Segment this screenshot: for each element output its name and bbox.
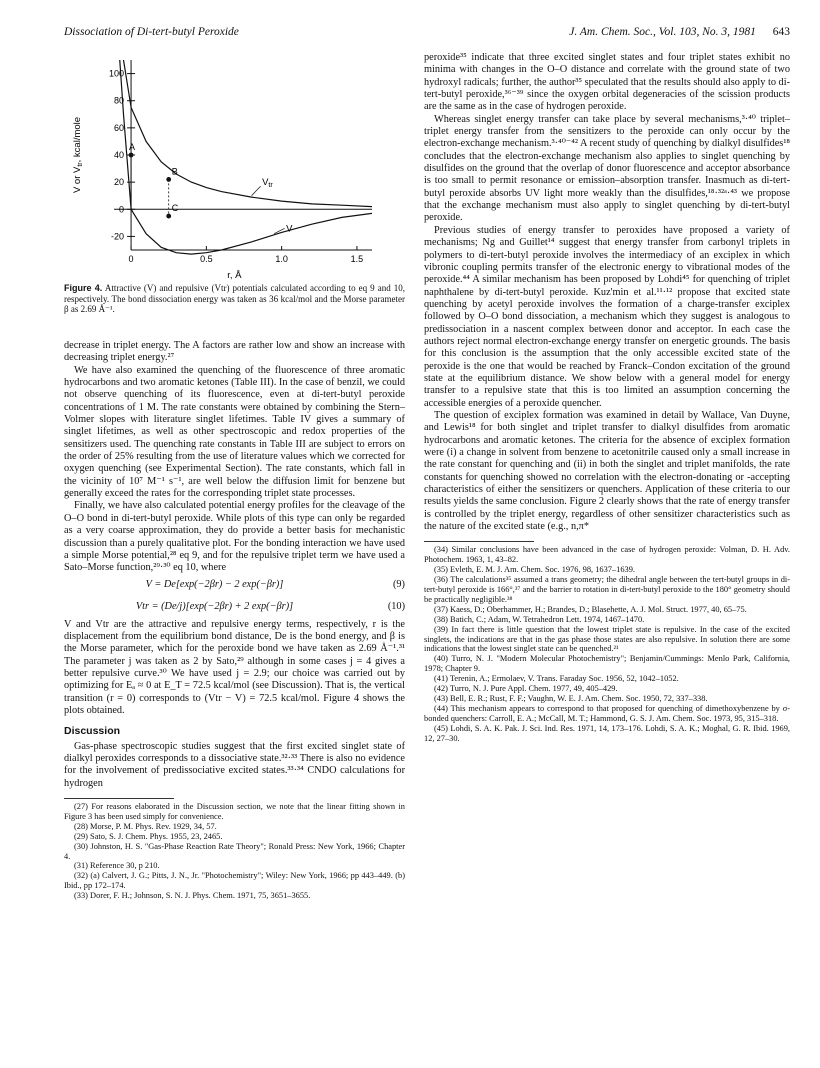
paragraph: Whereas singlet energy transfer can take place by several mechanisms,³·⁴⁰ triplet–triplet energy transfer from the sensitizers to the peroxide can only occur by the electron-exchange mechanism.³·⁴⁰⁻⁴² A recent study of quenching by dialkyl disulfides¹⁸ concludes that the electron-exchange mechanism also applies to singlet quenching by disulfides on the ground that the overlap of donor fluorescence and acceptor absorbance is too small to permit resonance or emission–absorption transfer. Inasmuch as di-tert-butyl peroxide absorbs UV light more weakly than the disulfides,¹⁸·³²ᵃ·⁴³ we propose that the exchange mechanism must also apply to singlet quenching by di-tert-butyl peroxide.: [424, 113, 790, 224]
footnotes: [424, 545, 790, 743]
footnote: (30) Johnston, H. S. "Gas-Phase Reaction Rate Theory"; Ronald Press: New York, 1966; Chapter 4.: [64, 841, 405, 861]
footnote: (34) Similar conclusions have been advanced in the case of hydrogen peroxide: Volman, D. H. Adv. Photochem. 1963, 1, 43–82.: [424, 545, 790, 565]
y-tick-label: 0: [119, 204, 125, 215]
x-tick-label: 0: [128, 254, 134, 264]
footnote-rule: [424, 541, 534, 542]
equation-number: (9): [392, 578, 405, 590]
page-number: 643: [772, 26, 790, 38]
y-tick-label: -20: [111, 231, 125, 242]
point-B: [166, 177, 171, 182]
footnote-rule: [64, 798, 174, 799]
footnote: (38) Batich, C.; Adam, W. Tetrahedron Lett. 1974, 1467–1470.: [434, 614, 645, 624]
footnote: (29) Sato, S. J. Chem. Phys. 1955, 23, 2465.: [74, 831, 223, 841]
paragraph: Previous studies of energy transfer to peroxides have proposed a variety of mechanisms; Ng and Guillet¹⁴ suggest that energy transfer from carbonyl triplets in polymers to di-tert-butyl peroxide involves the intermediacy of an exciplex in which vibronic coupling permits transfer of the electronic energy to vibrational modes of the peroxide.⁴⁴ A similar mechanism has been proposed by Lohdi⁴⁵ for quenching of triplet naphthalene by di-tert-butyl peroxide. Kuz'min et al.¹¹·¹² propose that excited state quenching by acetyl peroxide involves the formation of a charge-transfer exciplex followed by O–O bond dissociation, a mechanism which they suggest is analogous to predissociation in a nascent complex between donor and acceptor. In each case the authors reject normal electron-exchange energy transfer on energetic grounds. The basis for this conclusion is the assumption that the only accessible excited state of the peroxide is the one that would be reached by Franck–Condon excitation of the ground state at the equilibrium distance. We show below with a general model for energy transfer to a repulsive state that this is too limited an assumption concerning the accessible energies of a peroxide quencher.: [424, 224, 790, 409]
series-label-Vtr: $V_{tr}$: [262, 176, 273, 189]
right-column: [424, 52, 790, 744]
point-label-A: A: [129, 142, 136, 152]
footnote: (42) Turro, N. J. Pure Appl. Chem. 1977, 49, 405–429.: [434, 684, 618, 694]
footnote: (27) For reasons elaborated in the Discussion section, we note that the linear fitting shown in Figure 3 has been used simply for convenience.: [64, 802, 405, 821]
equation-text: V = De[exp(−2βr) − 2 exp(−βr)]: [145, 578, 284, 590]
footnote: (28) Morse, P. M. Phys. Rev. 1929, 34, 57.: [74, 821, 217, 831]
y-tick-label: 40: [114, 150, 125, 160]
footnote: (45) Lohdi, S. A. K. Pak. J. Sci. Ind. Res. 1971, 14, 173–176. Lohdi, S. A. K.; Moghal, G. R. Ibid. 1969, 12, 27–30.: [424, 723, 790, 743]
footnote: (40) Turro, N. J. "Modern Molecular Photochemistry"; Benjamin/Cummings: Menlo Park, California, 1978; Chapter 9.: [424, 654, 790, 674]
y-tick-label: 80: [114, 95, 125, 106]
footnote: (31) Reference 30, p 210.: [74, 861, 160, 871]
point-C: [166, 214, 171, 219]
left-column: [64, 340, 405, 901]
footnote: (41) Terenin, A.; Ermolaev, V. Trans. Faraday Soc. 1956, 52, 1042–1052.: [434, 674, 679, 684]
footnote: (32) (a) Calvert, J. G.; Pitts, J. N., Jr. "Photochemistry"; Wiley: New York, 1966; pp 443–449. (b) Ibid., pp 172–174.: [64, 871, 405, 891]
x-tick-label: 1.0: [275, 254, 288, 264]
running-title: Dissociation of Di-tert-butyl Peroxide: [64, 26, 239, 38]
chart-axes: [72, 60, 372, 281]
point-label-C: C: [171, 203, 179, 214]
y-tick-label: 20: [114, 177, 125, 188]
y-axis-label: V or $V_{tr}$, kcal/mole: [72, 116, 84, 194]
figure-4: [64, 52, 405, 302]
caption-text: Attractive (V) and repulsive (Vtr) potentials calculated according to eq 9 and 10, respectively. The bond dissociation energy was taken as 36 kcal/mol and the Morse parameter β as 2.69 Å⁻¹.: [64, 283, 405, 315]
footnote: (39) In fact there is little question that the lowest triplet state is repulsive. In the case of the excited singlets, the indications are that in the gas phase those states are also repulsive. In solution there are some indications that the lowest singlet state can be quenched.²¹: [424, 624, 790, 654]
leader-Vtr: [252, 186, 261, 196]
point-label-B: B: [171, 166, 178, 177]
x-axis-label: r, Å: [227, 270, 242, 281]
y-tick-label: 60: [114, 122, 125, 133]
footnote: (43) Bell, E. R.; Rust, F. F.; Vaughn, W. E. J. Am. Chem. Soc. 1950, 72, 337–338.: [434, 694, 708, 703]
x-tick-label: 0.5: [200, 254, 213, 264]
equation-9: [64, 575, 405, 597]
figure-caption: [64, 283, 405, 315]
paragraph: Finally, we have also calculated potential energy profiles for the cleavage of the O–O bond in di-tert-butyl peroxide. While plots of this type can only be regarded as a very coarse approximation, they do provide a better basis for mechanistic discussion than a purely qualitative plot. For the bonding interaction we have used a simple Morse potential,²⁸ eq 9, and for the repulsive triplet term we have used a Sato–Morse function,²⁹·³⁰ eq 10, where: [64, 500, 405, 574]
paragraph: Gas-phase spectroscopic studies suggest that the first excited singlet state of dialkyl peroxides corresponds to a dissociative state.³²·³³ There is also no evidence for the involvement of predissociative excited states.³³·³⁴ CNDO calculations for hydrogen: [64, 740, 405, 789]
footnote: (37) Kaess, D.; Oberhammer, H.; Brandes, D.; Blasehette, A. J. Mol. Struct. 1977, 40, 65–75.: [434, 604, 747, 614]
equation-10: [64, 597, 405, 619]
curve-Vtr: [116, 52, 372, 207]
chart-curves: [116, 52, 372, 254]
y-tick-label: 100: [109, 68, 125, 79]
footnote: (33) Dorer, F. H.; Johnson, S. N. J. Phys. Chem. 1971, 75, 3651–3655.: [74, 891, 311, 901]
journal-citation: [569, 26, 790, 38]
footnote: (44) This mechanism appears to correspond to that proposed for quenching of dimethoxybenzene by σ-bonded quenchers: Carroll, E. A.; McCall, M. T.; Hammond, G. S. J. Am. Chem. Soc. 1973, 95, 315–318.: [424, 703, 790, 723]
paragraph: V and Vtr are the attractive and repulsive energy terms, respectively, r is the displacement from the equilibrium bond distance, De is the bond energy, and β is the Morse parameter, which for the peroxide bond we have taken as 2.69 Å⁻¹.³¹ The parameter j was taken as 2 by Sato,²⁹ although in some cases j = 4 gives a better repulsive curve.³⁰ We have used j = 2.9; our choice was carried out by optimizing for Eₐ ≈ 0 at E_T = 72.5 kcal/mol (see Discussion). That is, the vertical transition (r = 0) corresponds to (Vtr − V) = 72.5 kcal/mol. Figure 4 shows the plots obtained.: [64, 618, 405, 716]
journal-name: J. Am. Chem. Soc., Vol. 103, No. 3, 1981: [569, 26, 756, 38]
potential-energy-chart: [64, 52, 405, 282]
caption-label: Figure 4.: [64, 283, 103, 293]
paragraph: decrease in triplet energy. The A factors are rather low and show an increase with decreasing triplet energy.²⁷: [64, 340, 405, 364]
equation-text: Vtr = (De/j)[exp(−2βr) + 2 exp(−βr)]: [135, 600, 294, 612]
point-A: [129, 153, 134, 158]
footnotes: [64, 802, 405, 901]
paragraph: We have also examined the quenching of the fluorescence of three aromatic hydrocarbons and two aromatic ketones (Table III). In the case of benzil, we could not observe quenching of its fluorescence, even at di-tert-butyl peroxide concentrations of 1 M. The rate constants were obtained by combining the Stern–Volmer slopes with literature singlet lifetimes. Table IV gives a summary of singlet lifetimes, as well as other spectroscopic and redox properties of the sensitizers used. The quenching rate constants in Table III are subject to errors on the order of 25% resulting from the use of literature values which we corrected for oxygen quenching (see Experimental Section). The rate constants, which fall in the vicinity of 10⁷ M⁻¹ s⁻¹, are well below the diffusion limit for benzene but generally exceed the rates for the corresponding triplet state processes.: [64, 364, 405, 500]
section-heading: Discussion: [64, 725, 121, 738]
series-label-V: V: [286, 223, 293, 235]
chart-marks: [129, 142, 294, 234]
paragraph: peroxide³⁵ indicate that three excited singlet states and four triplet states exhibit no minima with changes in the O–O distance and correlate with the ground state of two hydroxyl radicals; further, the author³⁵ speculated that the results should also apply to di-tert-butyl peroxide,³⁶⁻³⁹ since the oxygen orbital degeneracies of the scission products are the same as in the case of hydrogen peroxide.: [424, 52, 790, 113]
x-tick-label: 1.5: [350, 254, 364, 264]
footnote: (36) The calculations³⁵ assumed a trans geometry; the dihedral angle between the tert-butyl groups in di-tert-butyl peroxide is 166°,³⁷ and the barrier to rotation in di-tert-butyl peroxide to the 180° geometry should be practically negligible.³⁸: [424, 575, 790, 604]
equation-number: (10): [387, 600, 405, 612]
footnote: (35) Evleth, E. M. J. Am. Chem. Soc. 1976, 98, 1637–1639.: [434, 565, 635, 575]
paragraph: The question of exciplex formation was examined in detail by Wallace, Van Duyne, and Lewis¹⁸ for both singlet and triplet transfer to dialkyl disulfides from aromatic hydrocarbons and aromatic ketones. The criteria for the absence of exciplex formation were (i) a change in solvent from benzene to acetonitrile caused only a small increase in the rate constant for quenching and (ii) in both the singlet and triplet manifolds, the rate constants for quenching showed no correlation with the electron-donating or -accepting characteristics of either the sensitizers or quenchers. Application of these criteria to our results yields the same conclusion. Figure 2 clearly shows that the rate of energy transfer is controlled by the triplet energy, regardless of other sensitizer characteristics such as the nature of the excited state (e.g., n,π*: [424, 409, 790, 533]
